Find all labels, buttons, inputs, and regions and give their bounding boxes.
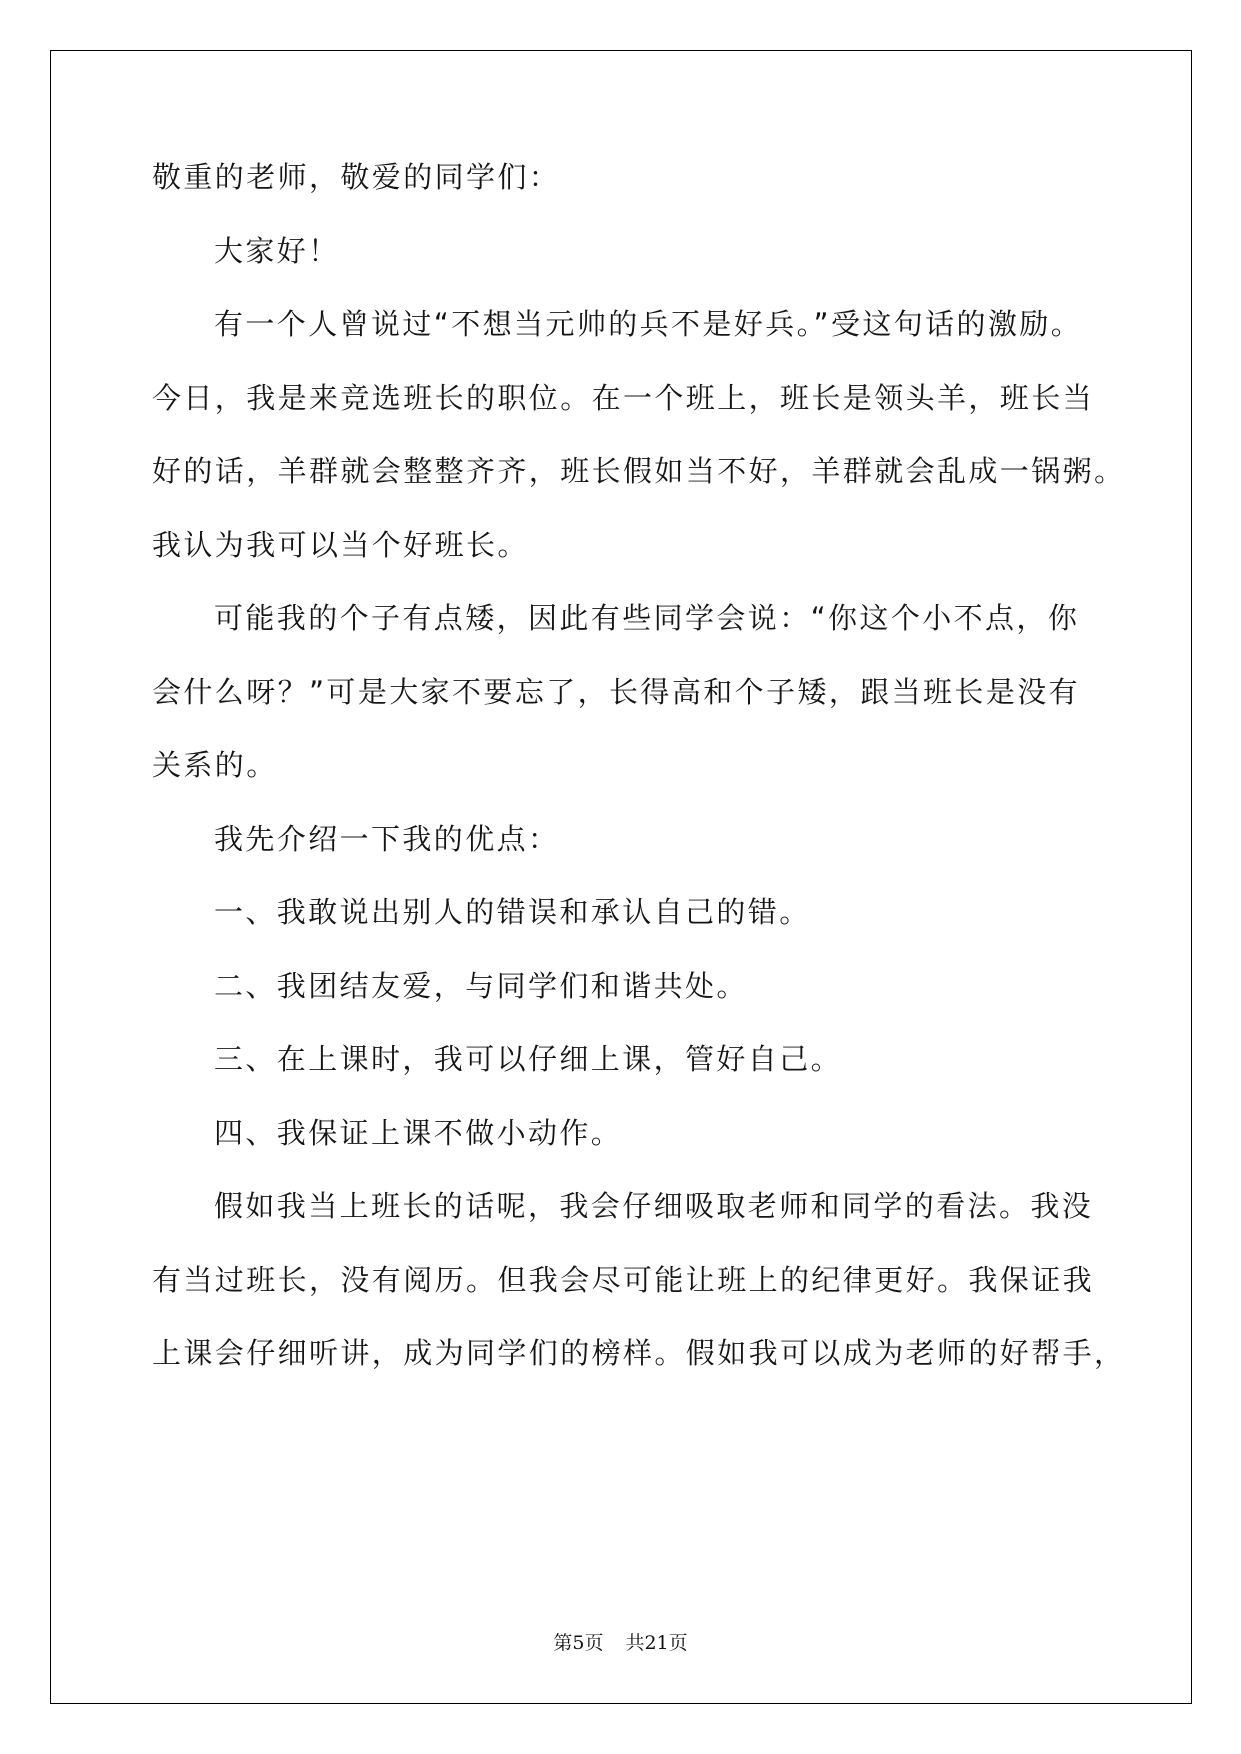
list-item: 四、我保证上课不做小动作。 bbox=[214, 1116, 623, 1150]
page-total: 共21页 bbox=[625, 1632, 688, 1654]
paragraph-line: 会什么呀？”可是大家不要忘了，长得高和个子矮，跟当班长是没有 bbox=[152, 675, 1081, 709]
salutation-line: 敬重的老师，敬爱的同学们： bbox=[152, 160, 561, 194]
list-item: 一、我敢说出别人的错误和承认自己的错。 bbox=[214, 895, 811, 929]
paragraph-line: 关系的。 bbox=[152, 748, 278, 782]
paragraph-line: 上课会仔细听讲，成为同学们的榜样。假如我可以成为老师的好帮手， bbox=[152, 1336, 1126, 1370]
paragraph-line: 假如我当上班长的话呢，我会仔细吸取老师和同学的看法。我没 bbox=[214, 1189, 1094, 1223]
paragraph-line: 有一个人曾说过“不想当元帅的兵不是好兵。”受这句话的激励。 bbox=[214, 307, 1083, 341]
list-item: 三、在上课时，我可以仔细上课，管好自己。 bbox=[214, 1042, 843, 1076]
paragraph-line: 我认为我可以当个好班长。 bbox=[152, 528, 529, 562]
paragraph-line: 可能我的个子有点矮，因此有些同学会说：“你这个小不点，你 bbox=[214, 601, 1080, 635]
paragraph-line: 今日，我是来竞选班长的职位。在一个班上，班长是领头羊，班长当 bbox=[152, 381, 1095, 415]
paragraph-line: 有当过班长，没有阅历。但我会尽可能让班上的纪律更好。我保证我 bbox=[152, 1263, 1095, 1297]
greeting-line: 大家好！ bbox=[214, 234, 340, 268]
page-border bbox=[50, 50, 1192, 1704]
paragraph-line: 好的话，羊群就会整整齐齐，班长假如当不好，羊群就会乱成一锅粥。 bbox=[152, 454, 1126, 488]
paragraph-line: 我先介绍一下我的优点： bbox=[214, 822, 560, 856]
page-number: 第5页 bbox=[553, 1632, 604, 1654]
page-footer bbox=[0, 1628, 1241, 1655]
list-item: 二、我团结友爱，与同学们和谐共处。 bbox=[214, 969, 748, 1003]
